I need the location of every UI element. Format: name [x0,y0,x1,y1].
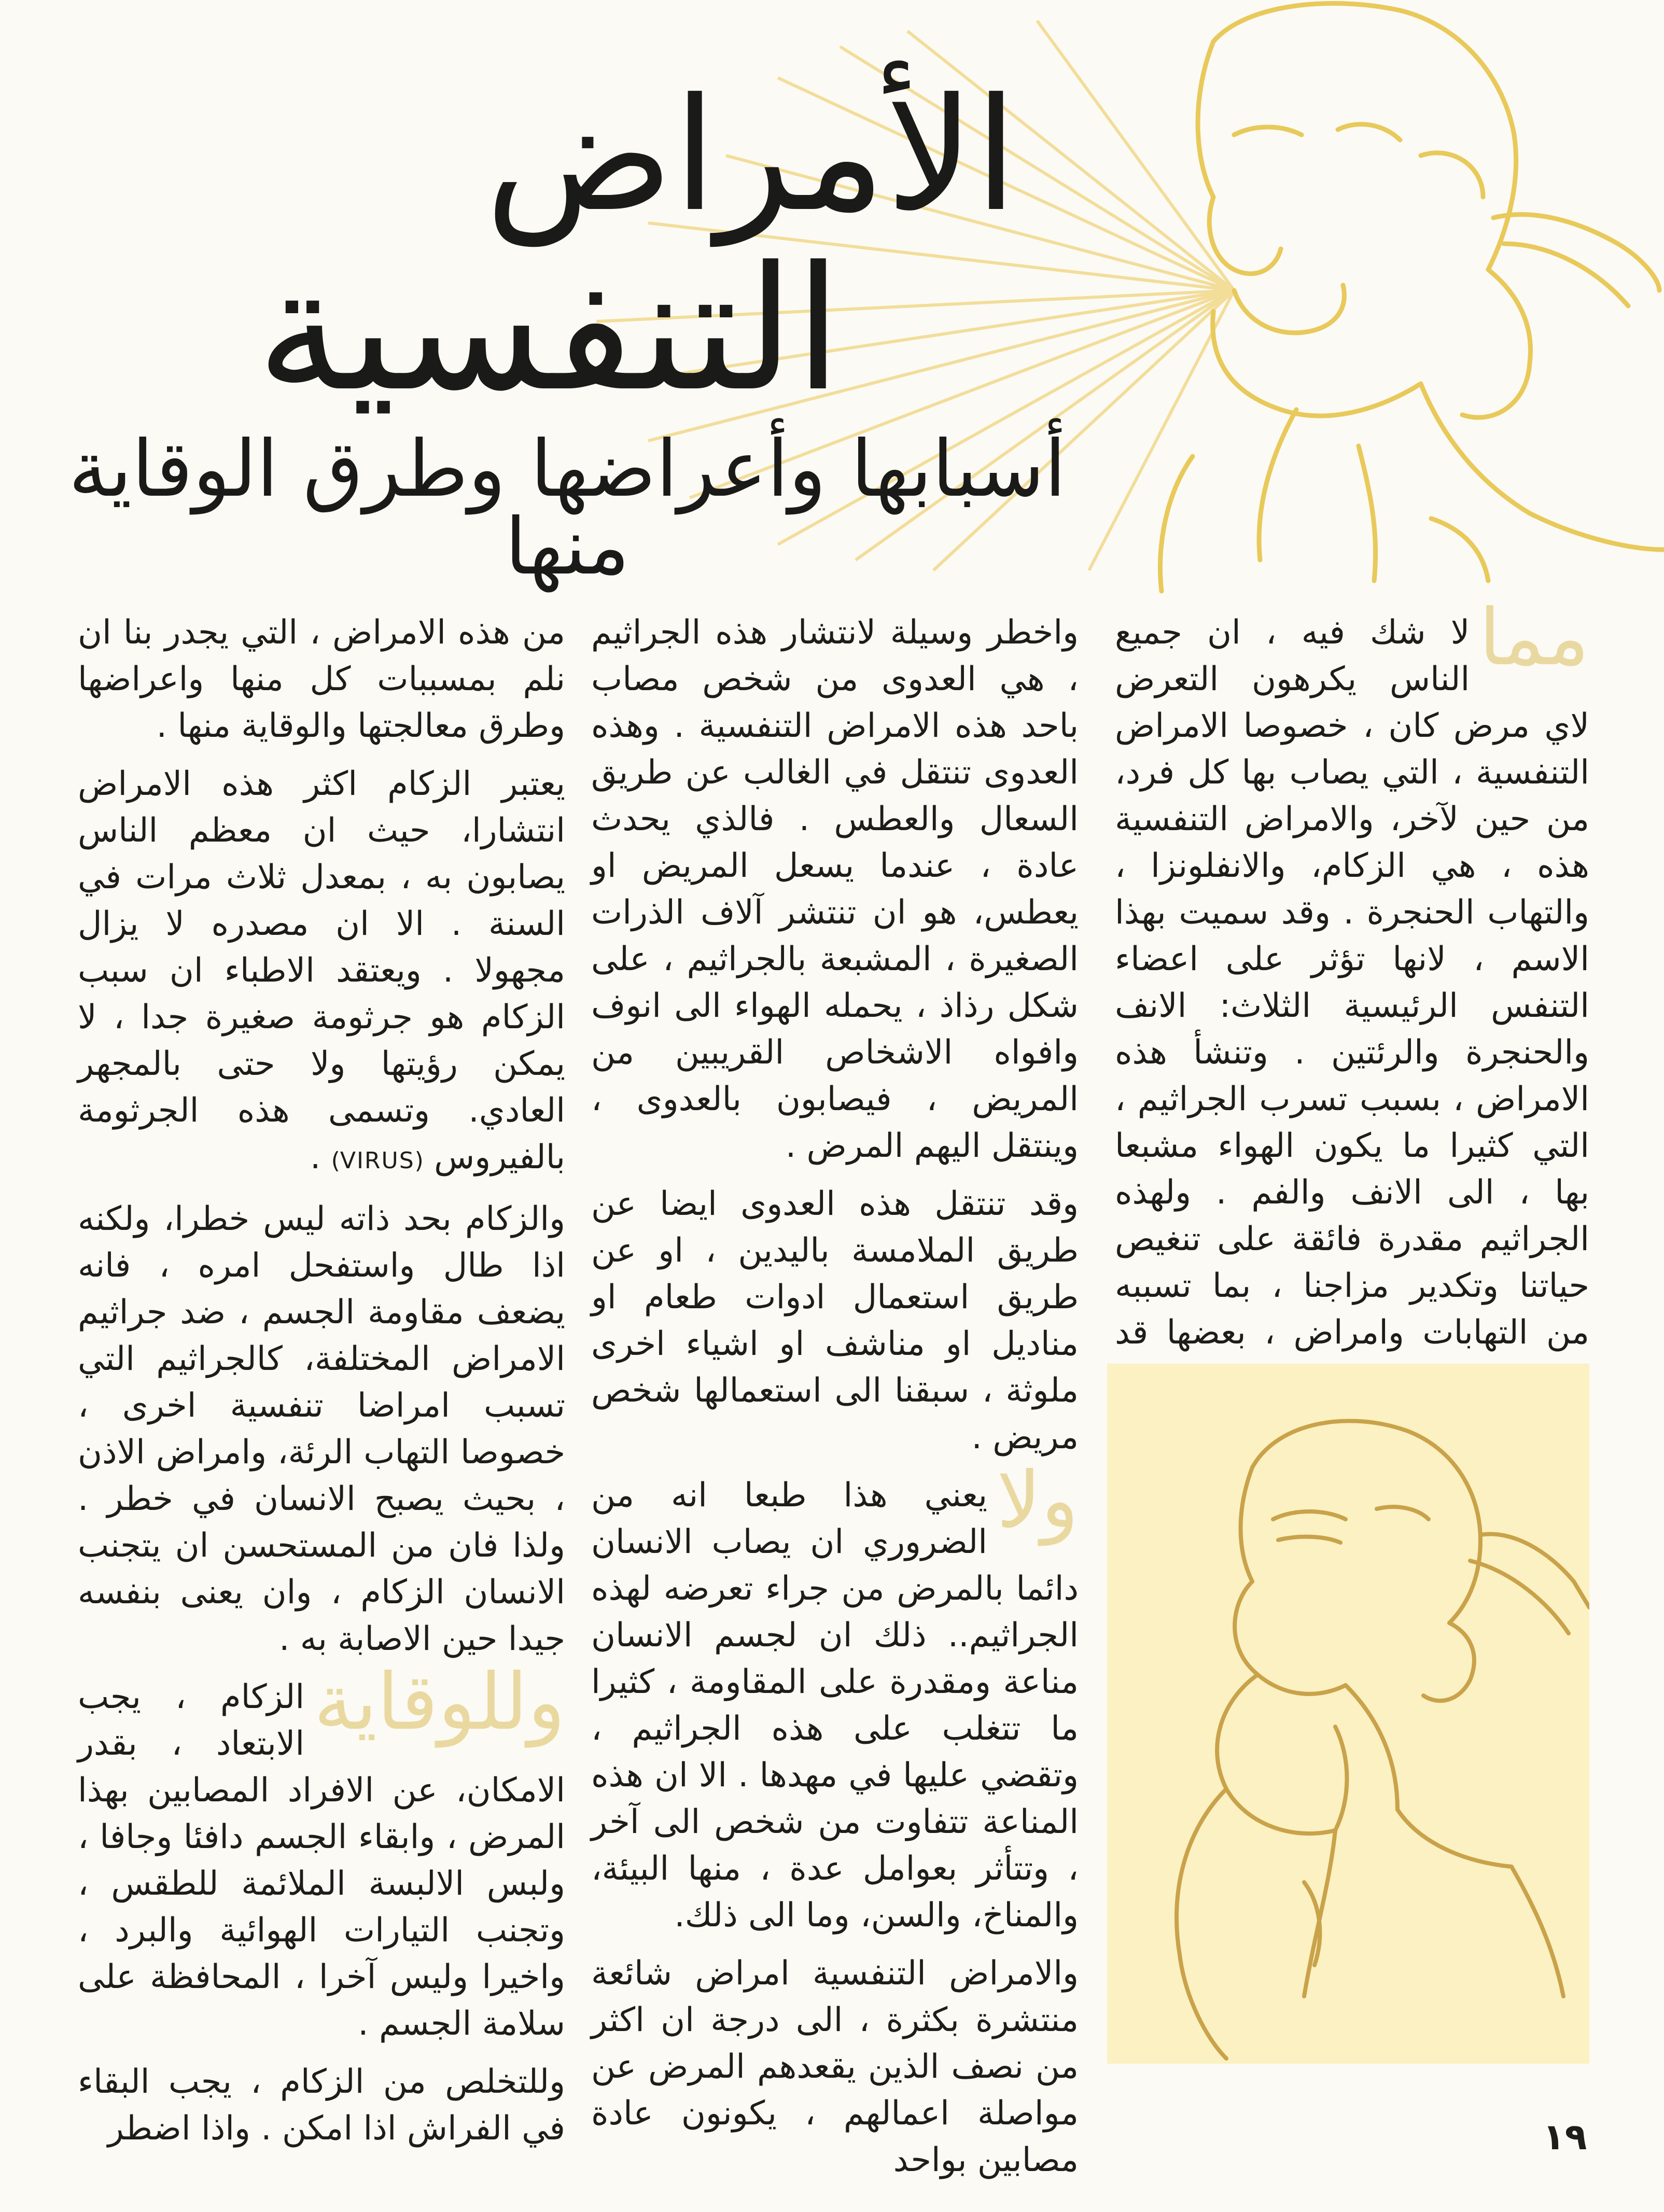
virus-term: (VIRUS) [331,1147,424,1174]
paragraph [591,1455,1079,1939]
paragraph: وقد تنتقل هذه العدوى ايضا عن طريق الملامسة باليدين ، او عن طريق استعمال ادوات طعام او مناديل او مناشف او اشياء اخرى ملوثة ، سبقنا الى استعمالها شخص مريض . [591,1185,1079,1457]
paragraph: من هذه الامراض ، التي يجدر بنا ان نلم بمسببات كل منها واعراضها وطرق معالجتها والوقاية منها . [78,613,565,745]
paragraph-text: يعتبر الزكام اكثر هذه الامراض انتشارا، حيث ان معظم الناس يصابون به ، بمعدل ثلاث مرات في السنة . الا ان مصدره لا يزال مجهولا . ويعتقد الاطباء ان سبب الزكام هو جرثومة صغيرة جدا ، لا يمكن رؤيتها ولا حتى بالمجهر العادي. وتسمى هذه الجرثومة بالفيروس [78,765,565,1177]
article-subtitle: أسبابها وأعراضها وطرق الوقاية منها [68,424,1066,592]
paragraph [78,761,565,1184]
text-column-middle [591,609,1079,2195]
paragraph [78,1657,565,2047]
article-title-line-2: التنفسية [256,230,842,429]
paragraph: لا شك فيه ، ان جميع الناس يكرهون التعرض لاي مرض كان ، خصوصا الامراض التنفسية ، التي يصاب بها كل فرد، من حين لآخر، والامراض التنفسية هذه ، هي الزكام، والانفلونزا ، والتهاب الحنجرة . وقد سميت بهذا الاسم ، لانها تؤثر على اعضاء التنفس الرئيسية الثلاث: الانف والحنجرة والرئتين . وتنشأ هذه الامراض ، بسبب تسرب الجراثيم ، التي كثيرا ما يكون الهواء مشبعا بها ، الى الانف والفم . ولهذه الجراثيم مقدرة فائقة على تنغيص حياتنا وتكدير مزاجنا ، بما تسببه من التهابات وامراض ، بعضها قد [1115,613,1589,1352]
decorative-dropcap: مما [1479,593,1589,683]
paragraph-end-dot: . [310,1138,321,1177]
text-column-left [78,609,565,2163]
paragraph: والزكام بحد ذاته ليس خطرا، ولكنه اذا طال واستفحل امره ، فانه يضعف مقاومة الجسم ، ضد جراثيم الامراض المختلفة، كالجراثيم التي تسبب امراضا تنفسية اخرى ، خصوصا التهاب الرئة، وامراض الاذن ، بحيث يصبح الانسان في خطر . ولذا فان من المستحسن ان يتجنب الانسان الزكام ، وان يعنى بنفسه جيدا حين الاصابة به . [78,1200,565,1658]
paragraph-text: يعني هذا طبعا انه من الضروري ان يصاب الانسان دائما بالمرض من جراء تعرضه لهذه الجراثيم.. ذلك ان لجسم الانسان مناعة ومقدرة على المقاومة ، كثيرا ما تتغلب على هذه الجراثيم ، وتقضي عليها في مهدها . الا ان هذه المناعة تتفاوت من شخص الى آخر ، وتتأثر بعوامل عدة ، منها البيئة، والمناخ، والسن، وما الى ذلك. [591,1476,1079,1935]
page-number: ١٩ [1543,2116,1587,2158]
illustration-panel [1107,1364,1589,2064]
paragraph: وللتخلص من الزكام ، يجب البقاء في الفراش اذا امكن . واذا اضطر [78,2063,565,2148]
paragraph: واخطر وسيلة لانتشار هذه الجراثيم ، هي العدوى من شخص مصاب باحد هذه الامراض التنفسية . وهذه العدوى تنتقل في الغالب عن طريق السعال والعطس . فالذي يحدث عادة ، عندما يسعل المريض او يعطس، هو ان تنتشر آلاف الذرات الصغيرة ، المشبعة بالجراثيم ، على شكل رذاذ ، يحمله الهواء الى انوف وافواه الاشخاص القريبين من المريض ، فيصابون بالعدوى ، وينتقل اليهم المرض . [591,613,1079,1165]
decorative-dropcap: ولا [997,1455,1079,1546]
man-with-handkerchief-illustration [1107,1364,1589,2064]
article-title-line-1: الأمراض [485,65,1018,246]
paragraph-text: الزكام ، يجب الابتعاد ، بقدر الامكان، عن الافراد المصابين بهذا المرض ، وابقاء الجسم دافئا وجافا ، ولبس الالبسة الملائمة للطقس ، وتجنب التيارات الهوائية والبرد ، واخيرا وليس آخرا ، المحافظة على سلامة الجسم . [78,1678,565,2043]
decorative-dropcap: وللوقاية [314,1657,565,1747]
paragraph: والامراض التنفسية امراض شائعة منتشرة بكثرة ، الى درجة ان اكثر من نصف الذين يقعدهم المرض عن مواصلة اعمالهم ، يكونون عادة مصابين بواحد [591,1954,1079,2179]
